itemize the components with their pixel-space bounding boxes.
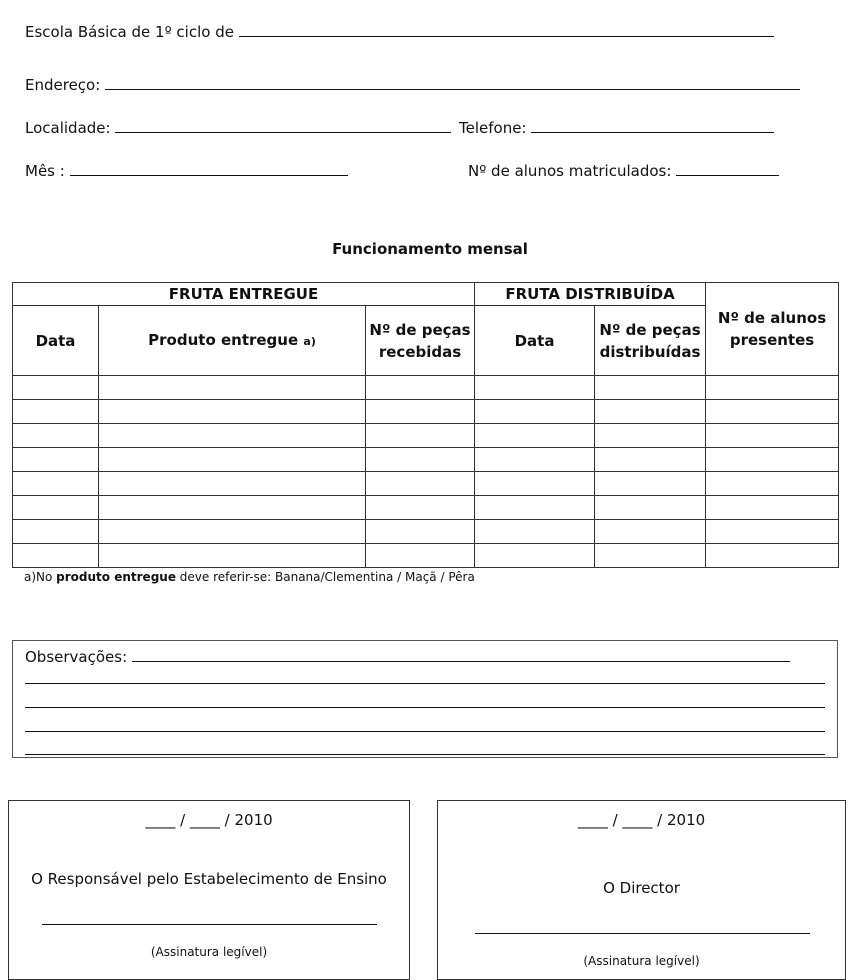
locality-field (25, 118, 451, 137)
table-cell[interactable] (475, 496, 595, 520)
signature-role-right: O Director (603, 879, 680, 897)
table-row (13, 376, 839, 400)
table-cell[interactable] (366, 376, 475, 400)
table-cell[interactable] (366, 544, 475, 568)
table-cell[interactable] (13, 472, 99, 496)
table-cell[interactable] (595, 544, 706, 568)
observations-line-5[interactable] (25, 754, 825, 755)
footnote-bold: produto entregue (56, 570, 176, 584)
signature-line-left[interactable] (42, 924, 377, 925)
signature-note-right: (Assinatura legível) (583, 954, 700, 968)
school-label: Escola Básica de 1º ciclo de (25, 23, 234, 41)
observations-box (12, 640, 838, 758)
table-cell[interactable] (595, 472, 706, 496)
col-header-date: Data (13, 306, 99, 376)
table-cell[interactable] (475, 472, 595, 496)
table-cell[interactable] (13, 376, 99, 400)
signature-line-right[interactable] (475, 933, 810, 934)
signature-date-left: ____ / ____ / 2010 (145, 811, 273, 829)
table-cell[interactable] (13, 424, 99, 448)
students-enrolled-label: Nº de alunos matriculados: (468, 162, 672, 180)
month-input-line[interactable] (70, 161, 348, 176)
observations-line-1[interactable] (132, 647, 790, 662)
table-cell[interactable] (366, 496, 475, 520)
locality-input-line[interactable] (115, 118, 451, 133)
locality-label: Localidade: (25, 119, 111, 137)
table-cell[interactable] (706, 520, 839, 544)
table-cell[interactable] (595, 376, 706, 400)
col-header-distributed: Nº de peças distribuídas (595, 306, 706, 376)
table-cell[interactable] (706, 448, 839, 472)
table-row (13, 496, 839, 520)
table-cell[interactable] (13, 448, 99, 472)
table-cell[interactable] (595, 448, 706, 472)
table-cell[interactable] (99, 400, 366, 424)
table-cell[interactable] (475, 520, 595, 544)
signature-date-right: ____ / ____ / 2010 (577, 811, 706, 829)
signature-role-left: O Responsável pelo Estabelecimento de Ensino (31, 870, 387, 888)
group-header-delivered: FRUTA ENTREGUE (13, 283, 475, 306)
month-label: Mês : (25, 162, 65, 180)
table-cell[interactable] (475, 400, 595, 424)
col-header-date-distributed: Data (475, 306, 595, 376)
table-row (13, 472, 839, 496)
table-cell[interactable] (475, 544, 595, 568)
footnote-prefix: a)No (24, 570, 57, 584)
table-cell[interactable] (366, 424, 475, 448)
group-header-distributed: FRUTA DISTRIBUÍDA (475, 283, 706, 306)
table-cell[interactable] (595, 496, 706, 520)
table-cell[interactable] (475, 376, 595, 400)
observations-line-4[interactable] (25, 731, 825, 732)
table-cell[interactable] (366, 400, 475, 424)
col-header-students-present: Nº de alunos presentes (706, 283, 839, 376)
observations-line-3[interactable] (25, 707, 825, 708)
table-cell[interactable] (706, 472, 839, 496)
table-cell[interactable] (706, 424, 839, 448)
table-cell[interactable] (366, 520, 475, 544)
table-cell[interactable] (99, 376, 366, 400)
section-title: Funcionamento mensal (332, 240, 528, 258)
table-cell[interactable] (706, 376, 839, 400)
footnote-suffix: deve referir-se: Banana/Clementina / Maçã / Pêra (175, 570, 475, 584)
table-cell[interactable] (99, 472, 366, 496)
address-field (25, 75, 800, 94)
observations-field (25, 647, 790, 666)
footnote (24, 570, 475, 584)
fruit-table (12, 282, 839, 568)
address-label: Endereço: (25, 76, 101, 94)
table-cell[interactable] (595, 400, 706, 424)
month-field (25, 161, 348, 180)
table-cell[interactable] (475, 448, 595, 472)
table-row (13, 520, 839, 544)
table-row (13, 424, 839, 448)
observations-line-2[interactable] (25, 683, 825, 684)
table-cell[interactable] (706, 544, 839, 568)
table-cell[interactable] (99, 448, 366, 472)
table-cell[interactable] (595, 424, 706, 448)
phone-field (459, 118, 774, 137)
school-input-line[interactable] (239, 22, 774, 37)
table-row (13, 448, 839, 472)
table-cell[interactable] (595, 520, 706, 544)
table-cell[interactable] (13, 400, 99, 424)
observations-label: Observações: (25, 648, 128, 666)
table-cell[interactable] (475, 424, 595, 448)
table-cell[interactable] (13, 520, 99, 544)
col-header-received: Nº de peças recebidas (366, 306, 475, 376)
table-cell[interactable] (99, 424, 366, 448)
col-header-product (99, 306, 366, 376)
table-cell[interactable] (13, 496, 99, 520)
table-cell[interactable] (366, 448, 475, 472)
signature-note-left: (Assinatura legível) (150, 945, 268, 959)
table-cell[interactable] (99, 520, 366, 544)
table-cell[interactable] (99, 496, 366, 520)
table-cell[interactable] (366, 472, 475, 496)
table-cell[interactable] (13, 544, 99, 568)
address-input-line[interactable] (105, 75, 800, 90)
students-enrolled-input-line[interactable] (676, 161, 779, 176)
school-field (25, 22, 774, 41)
signature-box-responsible (8, 800, 410, 980)
signature-box-director (437, 800, 846, 980)
table-cell[interactable] (706, 496, 839, 520)
table-row (13, 544, 839, 568)
phone-label: Telefone: (459, 119, 527, 137)
students-enrolled-field (468, 161, 779, 180)
col-header-product-label: Produto entregue (148, 330, 299, 349)
col-header-product-note: a) (303, 334, 316, 348)
table-row (13, 400, 839, 424)
table-cell[interactable] (706, 400, 839, 424)
table-body (13, 376, 839, 568)
phone-input-line[interactable] (531, 118, 774, 133)
table-cell[interactable] (99, 544, 366, 568)
